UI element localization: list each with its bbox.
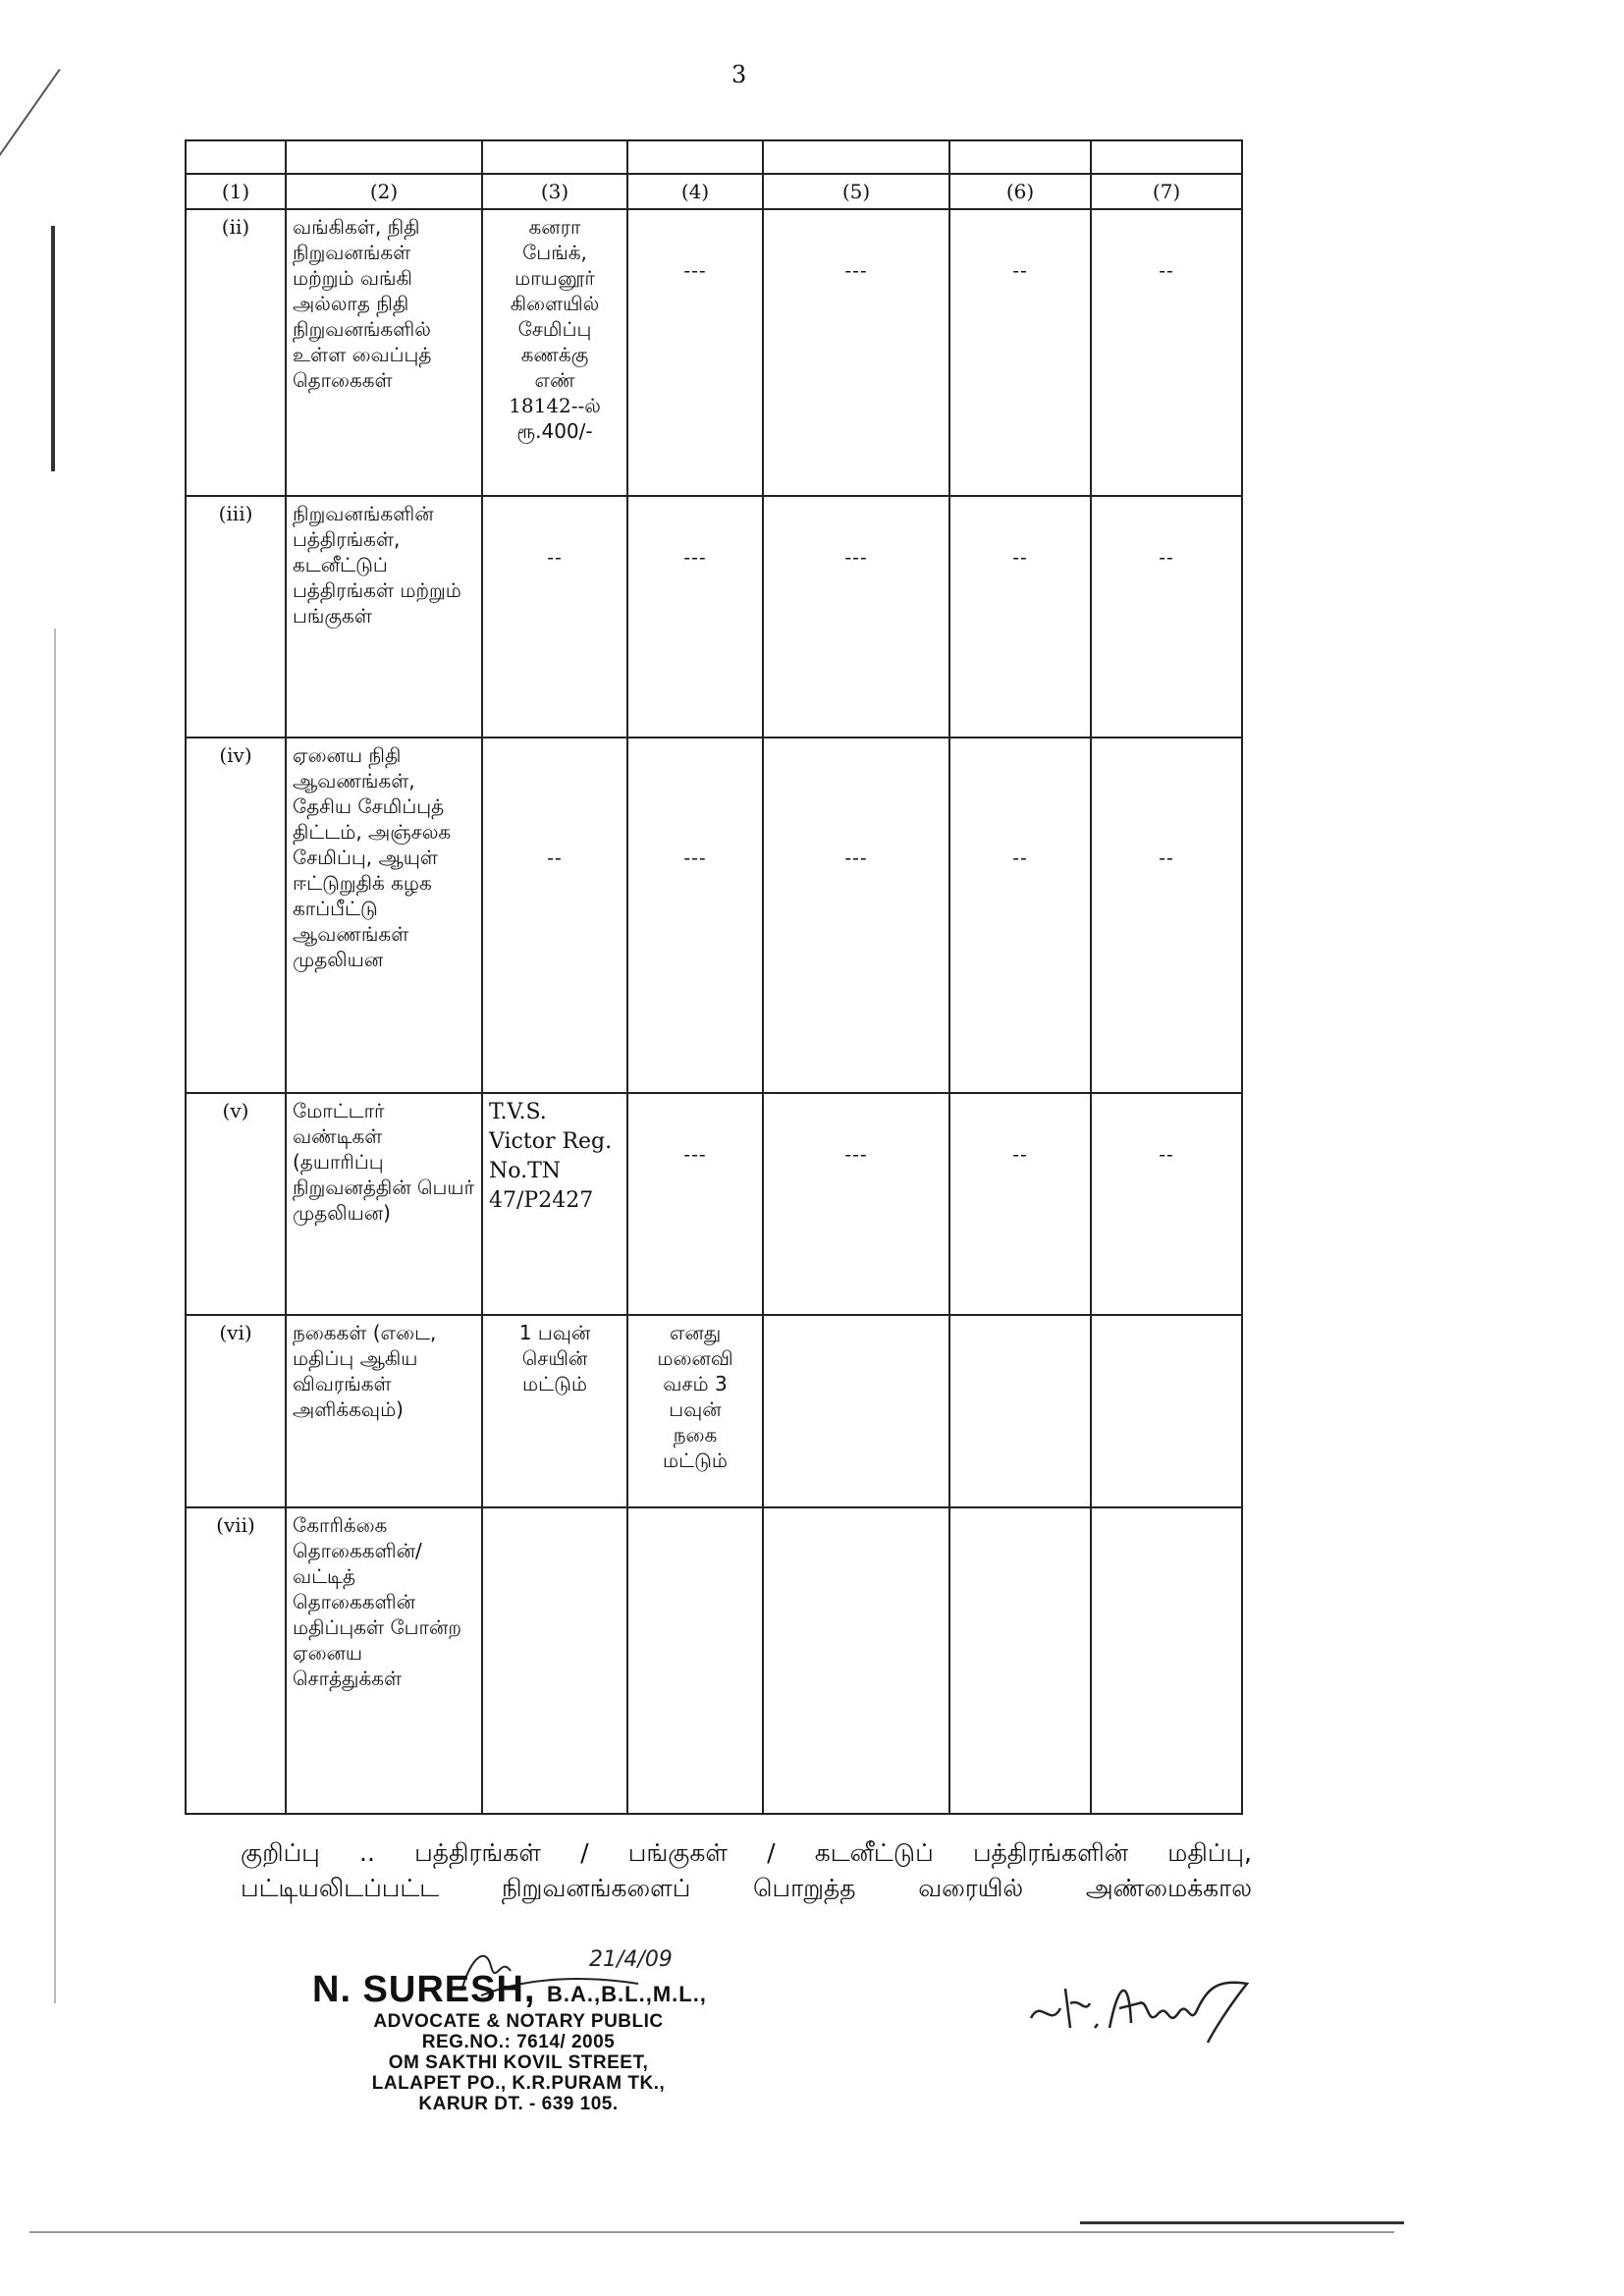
- cell-line: ரூ.400/-: [516, 419, 593, 443]
- row-col3: --: [482, 738, 627, 1093]
- row-col5: ---: [763, 1093, 949, 1315]
- stamp-po: LALAPET PO., K.R.PURAM TK.,: [371, 2073, 666, 2094]
- row-col7: --: [1091, 209, 1242, 496]
- cell-line: Victor Reg.: [489, 1129, 613, 1154]
- table-blank-row: [186, 140, 1242, 174]
- bottom-scan-line-dark: [1080, 2221, 1404, 2224]
- header-cell: (6): [949, 174, 1091, 209]
- table-row: [186, 1315, 1242, 1507]
- row-col6: --: [949, 1093, 1091, 1315]
- footnote-line-1: குறிப்பு .. பத்திரங்கள் / பங்குகள் / கடனீட்டுப் பத்திரங்களின் மதிப்பு,: [241, 1838, 1252, 1867]
- header-cell: (3): [482, 174, 627, 209]
- row-col7: [1091, 1315, 1242, 1507]
- cell-line: எனது: [669, 1321, 722, 1344]
- header-cell: (1): [186, 174, 286, 209]
- row-description: கோரிக்கை தொகைகளின்/ வட்டித் தொகைகளின் மதிப்புகள் போன்ற ஏனைய சொத்துக்கள்: [286, 1507, 482, 1814]
- row-number: (vi): [186, 1315, 286, 1507]
- stamp-reg: REG.NO.: 7614/ 2005: [421, 2032, 616, 2052]
- row-col6: --: [949, 209, 1091, 496]
- cell-line: T.V.S.: [489, 1100, 547, 1124]
- margin-mark: [51, 226, 55, 471]
- row-col4: [627, 1507, 763, 1814]
- header-cell: (4): [627, 174, 763, 209]
- table-row: [186, 1507, 1242, 1814]
- stamp-name-text: N. SURESH,: [312, 1969, 536, 2010]
- row-col5: ---: [763, 738, 949, 1093]
- row-number: (vii): [186, 1507, 286, 1814]
- cell-line: எண்: [534, 368, 575, 392]
- row-number: (ii): [186, 209, 286, 496]
- row-number: (iv): [186, 738, 286, 1093]
- cell-line: 47/P2427: [489, 1188, 594, 1213]
- row-col5: ---: [763, 209, 949, 496]
- cell-line: மட்டும்: [522, 1372, 587, 1395]
- cell-line: நகை: [673, 1423, 718, 1447]
- table-header-row: [186, 174, 1242, 209]
- cell-line: பேங்க்,: [522, 241, 587, 264]
- table-row: [186, 496, 1242, 738]
- cell-line: செயின்: [521, 1346, 588, 1370]
- header-cell: (7): [1091, 174, 1242, 209]
- stamp-street: OM SAKTHI KOVIL STREET,: [388, 2052, 649, 2073]
- row-col7: --: [1091, 496, 1242, 738]
- row-col5: [763, 1507, 949, 1814]
- row-col4: ---: [627, 1093, 763, 1315]
- cell-line: கனரா: [528, 215, 581, 239]
- row-col3: [482, 1315, 627, 1507]
- row-col6: [949, 1315, 1091, 1507]
- stamp-district: KARUR DT. - 639 105.: [418, 2094, 619, 2114]
- row-col5: ---: [763, 496, 949, 738]
- footnote-line-2: பட்டியலிடப்பட்ட நிறுவனங்களைப் பொறுத்த வரையில் அண்மைக்கால: [241, 1874, 1252, 1902]
- cell-line: வசம் 3: [663, 1372, 728, 1395]
- table-row: [186, 209, 1242, 496]
- signature-icon: [1021, 1959, 1276, 2048]
- row-col4: [627, 1315, 763, 1507]
- row-col4: ---: [627, 209, 763, 496]
- row-col4: ---: [627, 738, 763, 1093]
- bottom-scan-line: [29, 2231, 1394, 2233]
- row-description: வங்கிகள், நிதி நிறுவனங்கள் மற்றும் வங்கி அல்லாத நிதி நிறுவனங்களில் உள்ள வைப்புத் தொகைகள்: [286, 209, 482, 496]
- row-col3: --: [482, 496, 627, 738]
- row-col3: [482, 1507, 627, 1814]
- row-description: நிறுவனங்களின் பத்திரங்கள், கடனீட்டுப் பத்திரங்கள் மற்றும் பங்குகள்: [286, 496, 482, 738]
- cell-line: பவுன்: [669, 1397, 722, 1421]
- row-description: ஏனைய நிதி ஆவணங்கள், தேசிய சேமிப்புத் திட்டம், அஞ்சலக சேமிப்பு, ஆயுள் ஈட்டுறுதிக் கழக காப்பீட்டு ஆவணங்கள் முதலியன: [286, 738, 482, 1093]
- cell-line: மட்டும்: [663, 1449, 728, 1472]
- table-row: [186, 1093, 1242, 1315]
- stamp-degrees: B.A.,B.L.,M.L.,: [547, 1982, 707, 2006]
- row-description: நகைகள் (எடை, மதிப்பு ஆகிய விவரங்கள் அளிக்கவும்): [286, 1315, 482, 1507]
- cell-line: மாயனூர்: [514, 266, 595, 290]
- header-cell: (2): [286, 174, 482, 209]
- row-description: மோட்டார் வண்டிகள் (தயாரிப்பு நிறுவனத்தின் பெயர் முதலியன): [286, 1093, 482, 1315]
- row-col7: [1091, 1507, 1242, 1814]
- scan-mark: [0, 69, 61, 231]
- row-number: (iii): [186, 496, 286, 738]
- stamp-date: 21/4/09: [589, 1947, 673, 1972]
- row-number: (v): [186, 1093, 286, 1315]
- row-col3: [482, 1093, 627, 1315]
- row-col7: --: [1091, 738, 1242, 1093]
- page-number: 3: [731, 61, 747, 88]
- cell-line: 18142--ல்: [509, 394, 601, 417]
- margin-mark-light: [54, 629, 56, 2003]
- cell-line: கணக்கு: [520, 343, 589, 366]
- row-col3: [482, 209, 627, 496]
- assets-table: [185, 139, 1243, 1815]
- row-col6: --: [949, 738, 1091, 1093]
- cell-line: சேமிப்பு: [517, 317, 592, 341]
- stamp-name: [312, 1969, 725, 2011]
- cell-line: கிளையில்: [510, 292, 600, 315]
- row-col7: --: [1091, 1093, 1242, 1315]
- header-cell: (5): [763, 174, 949, 209]
- row-col4: ---: [627, 496, 763, 738]
- row-col6: --: [949, 496, 1091, 738]
- cell-line: No.TN: [489, 1159, 562, 1183]
- notary-stamp: [312, 1969, 725, 2114]
- table-row: [186, 738, 1242, 1093]
- cell-line: மனைவி: [657, 1346, 733, 1370]
- cell-line: 1 பவுன்: [518, 1321, 591, 1344]
- row-col5: [763, 1315, 949, 1507]
- stamp-title: ADVOCATE & NOTARY PUBLIC: [373, 2011, 664, 2032]
- row-col6: [949, 1507, 1091, 1814]
